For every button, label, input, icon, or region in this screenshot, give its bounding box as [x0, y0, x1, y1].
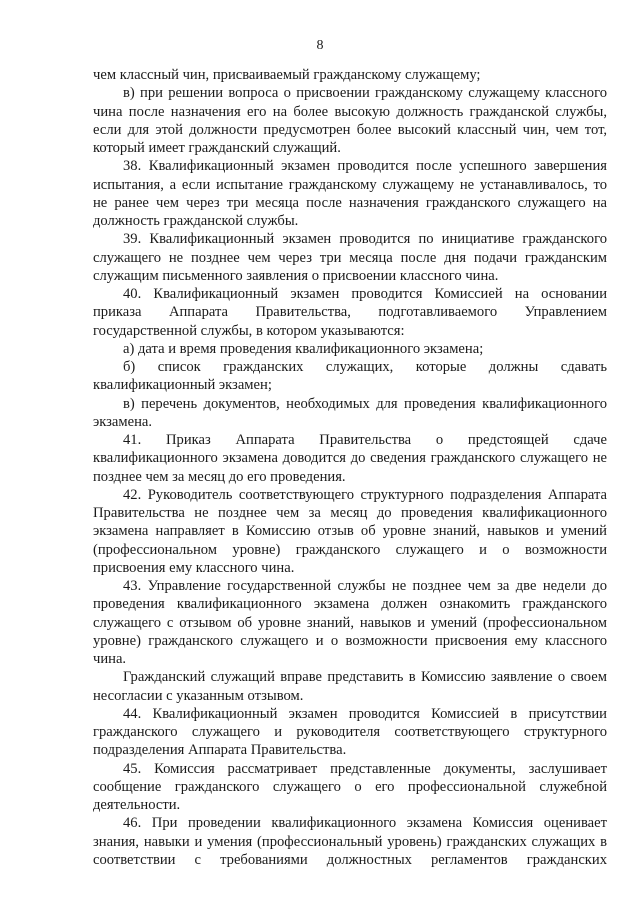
paragraph-item-v: в) при решении вопроса о присвоении гражданскому служащему классного чина после назначения его на более высокую должность гражданской службы, если для этой должности предусмотрен более высокий классный чин, чем тот, который имеет гражданский служащий. [93, 85, 607, 156]
paragraph-43: 43. Управление государственной службы не позднее чем за две недели до проведения квалификационного экзамена должен ознакомить гражданского служащего с отзывом об уровне знаний, навыков и умений (профессиональном уровне) гражданского служащего и о возможности присвоения ему классного чина. [93, 578, 607, 667]
paragraph-39: 39. Квалификационный экзамен проводится по инициативе гражданского служащего не позднее чем через три месяца после дня подачи гражданским служащим письменного заявления о присвоении классного чина. [93, 231, 607, 284]
paragraph-43-note: Гражданский служащий вправе представить в Комиссию заявление о своем несогласии с указанным отзывом. [93, 669, 607, 704]
paragraph-46: 46. При проведении квалификационного экзамена Комиссия оценивает знания, навыки и умения (профессиональный уровень) гражданских служащих в соответствии с требованиями должностных регламентов гражданских [93, 815, 607, 868]
page-number: 8 [316, 38, 324, 53]
body-text [93, 66, 607, 869]
paragraph-40-a: а) дата и время проведения квалификационного экзамена; [123, 340, 484, 357]
paragraph-continuation: чем классный чин, присваиваемый гражданскому служащему; [93, 67, 481, 83]
paragraph-40-b: б) список гражданских служащих, которые должны сдавать квалификационный экзамен; [93, 359, 607, 394]
paragraph-45: 45. Комиссия рассматривает представленные документы, заслушивает сообщение гражданского служащего о его профессиональной служебной деятельности. [93, 760, 607, 813]
paragraph-40: 40. Квалификационный экзамен проводится Комиссией на основании приказа Аппарата Правительства, подготавливаемого Управлением государственной службы, в котором указываются: [93, 286, 607, 339]
paragraph-44: 44. Квалификационный экзамен проводится Комиссией в присутствии гражданского служащего и руководителя соответствующего структурного подразделения Аппарата Правительства. [93, 705, 607, 759]
paragraph-38: 38. Квалификационный экзамен проводится после успешного завершения испытания, а если испытание гражданскому служащему не устанавливалось, то не ранее чем через три месяца после назначения гражданского служащего на должность гражданской службы. [93, 158, 607, 229]
paragraph-41: 41. Приказ Аппарата Правительства о предстоящей сдаче квалификационного экзамена доводится до сведения гражданского служащего не позднее чем за месяц до его проведения. [93, 432, 607, 485]
paragraph-40-v: в) перечень документов, необходимых для проведения квалификационного экзамена. [93, 395, 607, 430]
paragraph-42: 42. Руководитель соответствующего структурного подразделения Аппарата Правительства не позднее чем за месяц до проведения квалификационного экзамена направляет в Комиссию отзыв об уровне знаний, навыков и умений (профессиональном уровне) гражданского служащего и о возможности присвоения ему классного чина. [93, 486, 607, 576]
